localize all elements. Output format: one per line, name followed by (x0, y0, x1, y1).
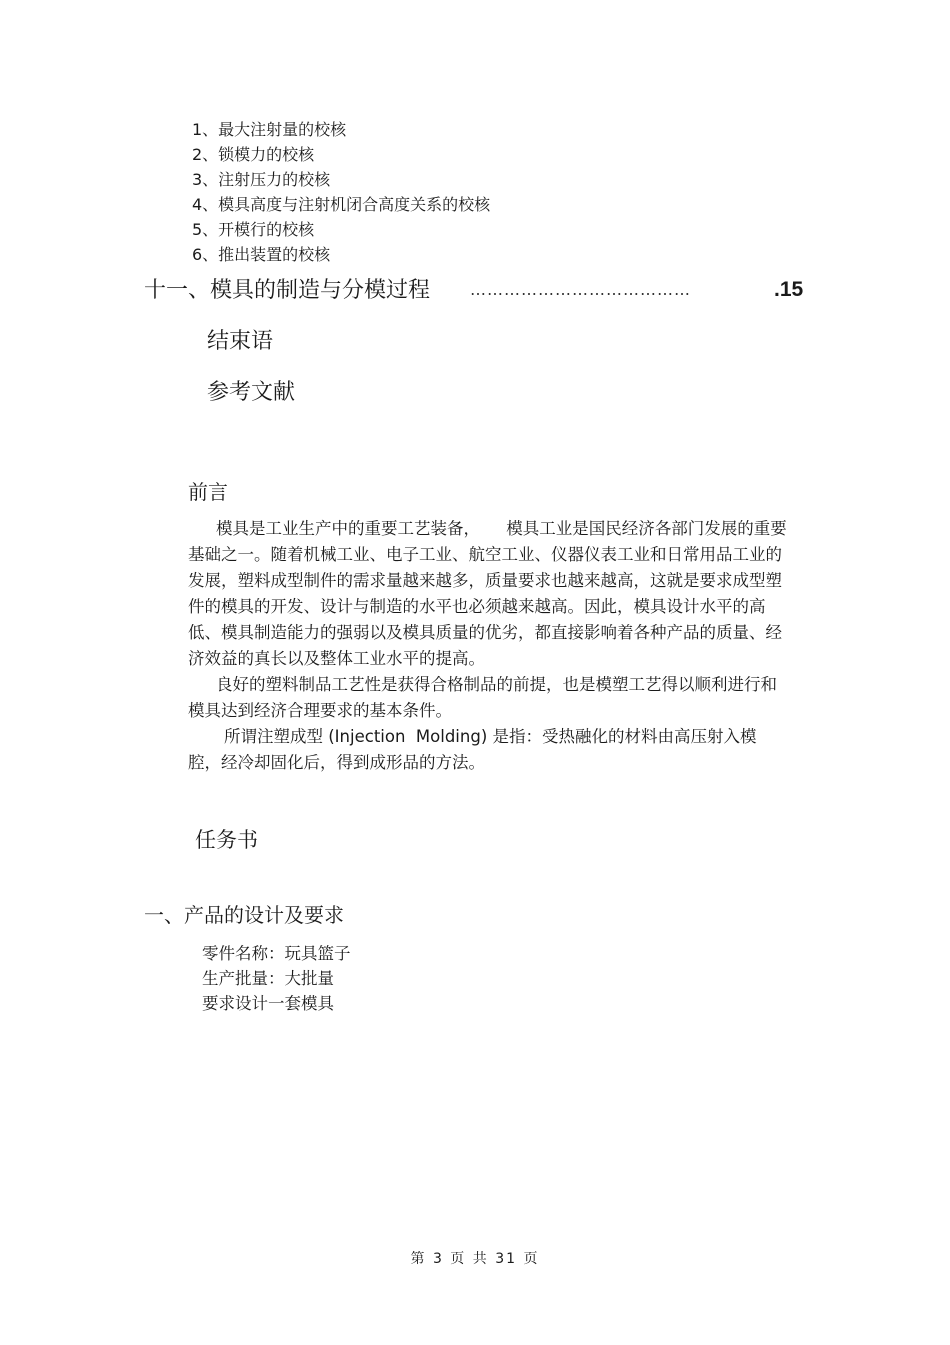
preface-body (188, 516, 788, 776)
toc-references: 参考文献 (207, 380, 296, 405)
toc-page-number: .15 (774, 278, 804, 301)
task-item: 要求设计一套模具 (202, 994, 334, 1013)
preface-title: 前言 (188, 480, 228, 504)
task-item: 生产批量：大批量 (202, 969, 334, 988)
toc-sub-item: 5、开模行的校核 (192, 220, 315, 239)
toc-conclusion: 结束语 (207, 329, 274, 354)
toc-sub-item: 6、推出装置的校核 (192, 245, 331, 264)
task-item: 零件名称：玩具篮子 (202, 944, 351, 963)
preface-paragraph-1: 模具是工业生产中的重要工艺装备， 模具工业是国民经济各部门发展的重要基础之一。随着机械工业、电子工业、航空工业、仪器仪表工业和日常用品工业的发展，塑料成型制件的需求量越来越多，质量要求也越来越高，这就是要求成型塑件的模具的开发、设计与制造的水平也必须越来越高。因此，模具设计水平的高低、模具制造能力的强弱以及模具质量的优劣，都直接影响着各种产品的质量、经济效益的真长以及整体工业水平的提高。 (188, 519, 787, 668)
toc-sub-item: 2、锁模力的校核 (192, 145, 315, 164)
page-footer: 第 3 页 共 31 页 (410, 1251, 540, 1267)
preface-paragraph-3: 所谓注塑成型 (Injection Molding) 是指：受热融化的材料由高压射入模腔，经冷却固化后，得到成形品的方法。 (188, 727, 757, 772)
preface-paragraph-2: 良好的塑料制品工艺性是获得合格制品的前提，也是模塑工艺得以顺利进行和模具达到经济合理要求的基本条件。 (188, 675, 777, 720)
toc-chapter-title: 十一、模具的制造与分模过程 (144, 278, 431, 303)
toc-leader-dots: ………………………………… (470, 280, 691, 299)
task-section-heading: 一、产品的设计及要求 (144, 903, 344, 927)
toc-sub-item: 1、最大注射量的校核 (192, 120, 347, 139)
task-title: 任务书 (195, 828, 258, 852)
toc-sub-item: 3、注射压力的校核 (192, 170, 331, 189)
toc-sub-item: 4、模具高度与注射机闭合高度关系的校核 (192, 195, 491, 214)
